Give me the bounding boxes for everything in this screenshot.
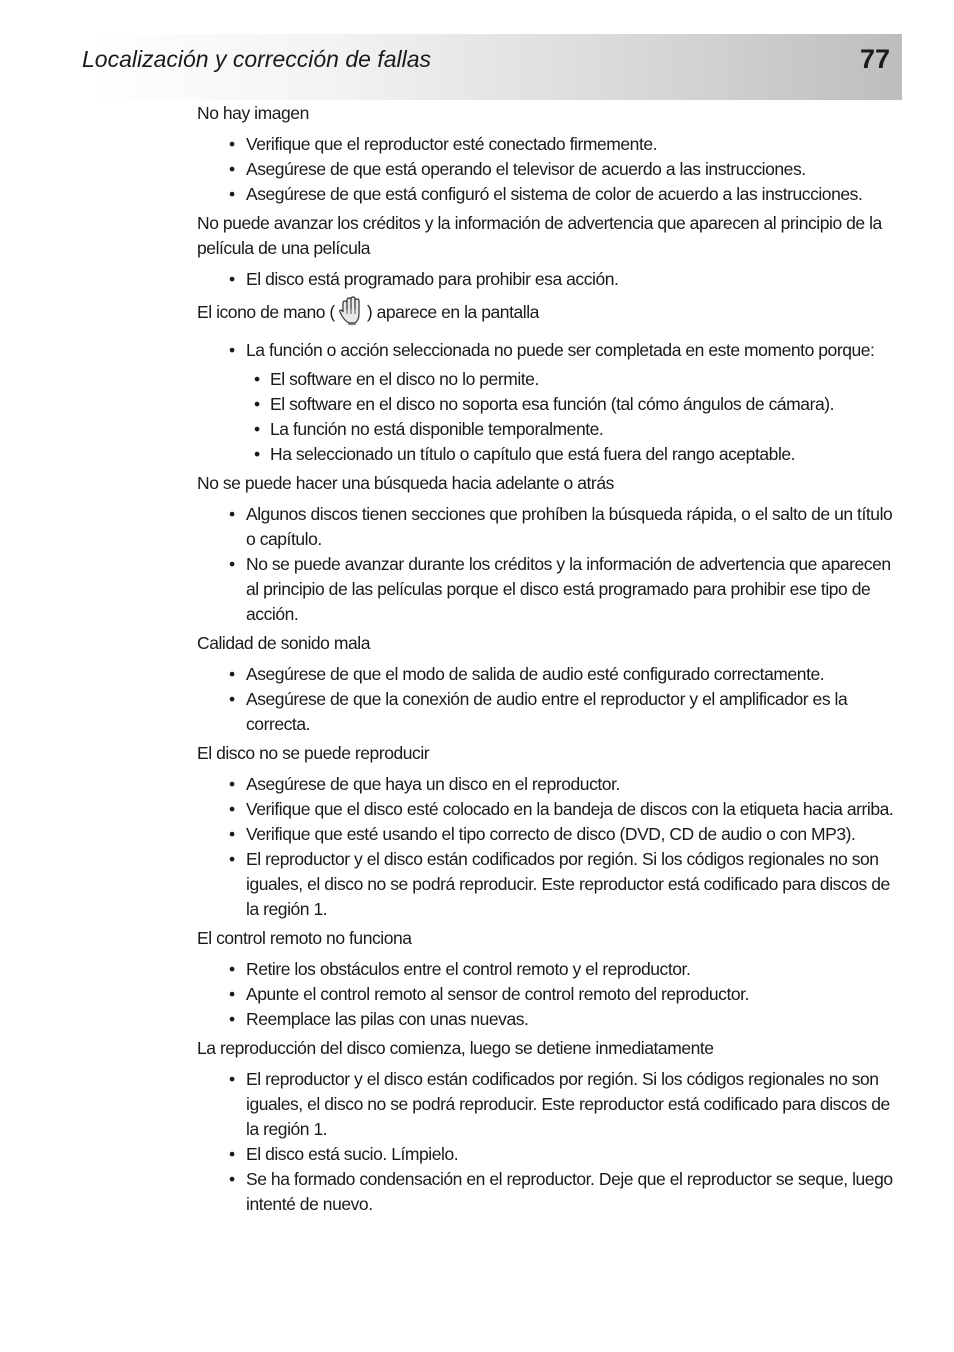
- section-heading: El control remoto no funciona: [197, 928, 412, 948]
- bullet-icon: •: [229, 1144, 235, 1164]
- section-heading: El disco no se puede reproducir: [197, 743, 430, 763]
- bullet-icon: •: [229, 504, 235, 524]
- bullet-icon: •: [229, 159, 235, 179]
- chapter-title: Localización y corrección de fallas: [82, 46, 432, 72]
- bullet-icon: •: [229, 340, 235, 360]
- bullet-icon: •: [229, 774, 235, 794]
- bullet-list: [197, 772, 900, 922]
- bullet-list: [197, 338, 900, 363]
- bullet-icon: •: [229, 134, 235, 154]
- section-heading: No se puede hacer una búsqueda hacia adelante o atrás: [197, 473, 614, 493]
- list-item: • Verifique que el reproductor esté conectado firmemente.: [197, 132, 900, 157]
- bullet-list: [197, 1067, 900, 1217]
- bullet-list: [197, 502, 900, 627]
- list-item: • Asegúrese de que la conexión de audio entre el reproductor y el amplificador es la correcta.: [229, 689, 848, 734]
- bullet-icon: •: [229, 1009, 235, 1029]
- section-cannot-advance-credits: [197, 211, 900, 292]
- bullet-list: [197, 132, 900, 207]
- bullet-icon: •: [229, 269, 235, 289]
- bullet-icon: •: [254, 394, 260, 414]
- list-item: • Verifique que el disco esté colocado en la bandeja de discos con la etiqueta hacia arriba.: [197, 797, 900, 822]
- section-heading: No hay imagen: [197, 103, 309, 123]
- list-item: • Asegúrese de que está configuró el sistema de color de acuerdo a las instrucciones.: [197, 182, 900, 207]
- bullet-icon: •: [229, 849, 235, 869]
- bullet-icon: •: [229, 1069, 235, 1089]
- bullet-list: [197, 662, 900, 737]
- section-remote-not-working: [197, 926, 900, 1032]
- sub-bullet-list: [246, 367, 900, 467]
- bullet-list: [197, 267, 900, 292]
- section-heading: La reproducción del disco comienza, luego se detiene inmediatamente: [197, 1038, 714, 1058]
- list-item: • Asegúrese de que está operando el televisor de acuerdo a las instrucciones.: [197, 157, 900, 182]
- section-heading: No puede avanzar los créditos y la información de advertencia que aparecen al principio de la película de una película: [197, 213, 882, 258]
- list-item: • Asegúrese de que haya un disco en el reproductor.: [197, 772, 900, 797]
- list-item: • Apunte el control remoto al sensor de control remoto del reproductor.: [197, 982, 900, 1007]
- page-header: [0, 0, 954, 100]
- list-item: • El reproductor y el disco están codificados por región. Si los códigos regionales no son iguales, el disco no se podrá reproducir. Este reproductor está codificado para discos de la región 1.: [229, 849, 890, 919]
- bullet-icon: •: [254, 369, 260, 389]
- bullet-icon: •: [229, 554, 235, 574]
- list-item: • Retire los obstáculos entre el control remoto y el reproductor.: [197, 957, 900, 982]
- list-item: • Verifique que esté usando el tipo correcto de disco (DVD, CD de audio o con MP3).: [197, 822, 900, 847]
- bullet-icon: •: [229, 799, 235, 819]
- bullet-list: [197, 957, 900, 1032]
- list-item: • El disco está sucio. Límpielo.: [197, 1142, 900, 1167]
- section-disc-cannot-play: [197, 741, 900, 922]
- sub-list-item: • El software en el disco no lo permite.: [246, 367, 900, 392]
- section-heading: El icono de mano ( ) aparece en la pantalla: [197, 296, 900, 326]
- bullet-icon: •: [229, 184, 235, 204]
- list-item: • Algunos discos tienen secciones que prohíben la búsqueda rápida, o el salto de un título o capítulo.: [229, 504, 893, 549]
- list-item: • El reproductor y el disco están codificados por región. Si los códigos regionales no son iguales, el disco no se podrá reproducir. Este reproductor está codificado para discos de la región 1.: [229, 1069, 890, 1139]
- bullet-icon: •: [229, 689, 235, 709]
- bullet-icon: •: [229, 959, 235, 979]
- bullet-icon: •: [229, 824, 235, 844]
- section-playback-stops: [197, 1036, 900, 1217]
- list-item: • Se ha formado condensación en el reproductor. Deje que el reproductor se seque, luego intenté de nuevo.: [229, 1169, 893, 1214]
- troubleshooting-content: [197, 101, 900, 1221]
- bullet-icon: •: [229, 664, 235, 684]
- list-item: • La función o acción seleccionada no puede ser completada en este momento porque:: [197, 338, 900, 363]
- sub-list-item: • La función no está disponible temporalmente.: [246, 417, 900, 442]
- list-item: • Reemplace las pilas con unas nuevas.: [197, 1007, 900, 1032]
- page-number: 77: [859, 44, 890, 74]
- hand-icon: [337, 296, 365, 326]
- bullet-icon: •: [254, 444, 260, 464]
- list-item: • Asegúrese de que el modo de salida de audio esté configurado correctamente.: [197, 662, 900, 687]
- bullet-icon: •: [254, 419, 260, 439]
- section-cannot-search: [197, 471, 900, 627]
- sub-list-item: • El software en el disco no soporta esa función (tal cómo ángulos de cámara).: [246, 392, 900, 417]
- section-hand-icon: [197, 296, 900, 467]
- bullet-icon: •: [229, 984, 235, 1004]
- list-item: • El disco está programado para prohibir esa acción.: [197, 267, 900, 292]
- section-poor-sound: [197, 631, 900, 737]
- sub-list-item: • Ha seleccionado un título o capítulo que está fuera del rango aceptable.: [246, 442, 900, 467]
- bullet-icon: •: [229, 1169, 235, 1189]
- list-item: • No se puede avanzar durante los créditos y la información de advertencia que aparecen al principio de las películas porque el disco está programado para prohibir ese tipo de acción.: [229, 554, 891, 624]
- section-no-image: [197, 101, 900, 207]
- section-heading: Calidad de sonido mala: [197, 633, 370, 653]
